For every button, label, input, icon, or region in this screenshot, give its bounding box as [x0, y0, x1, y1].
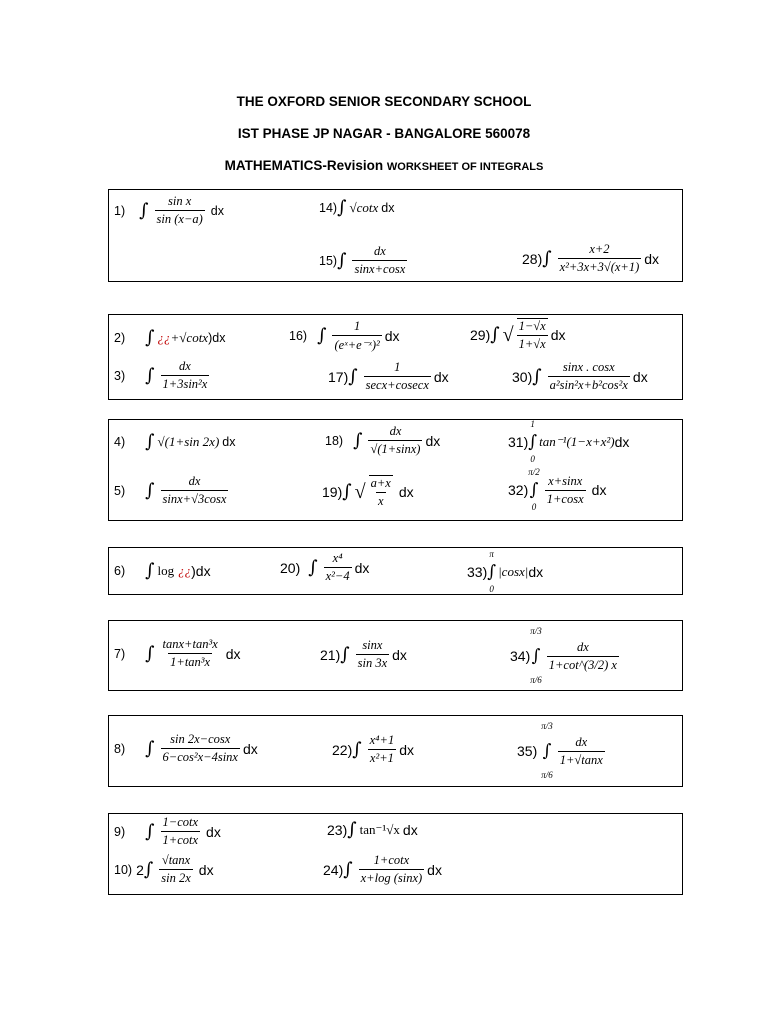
question-35: [517, 722, 608, 780]
denominator: 1+cosx: [546, 491, 584, 506]
dx-label: dx: [399, 741, 415, 758]
question-30: [512, 360, 648, 393]
question-number: 2): [114, 331, 126, 345]
fraction: [558, 735, 605, 768]
fraction: [161, 637, 220, 670]
dx-label: dx: [402, 822, 418, 838]
numerator: 1−√x: [518, 319, 546, 333]
dx-label: dx: [550, 327, 566, 343]
integral-sign: ∫: [528, 431, 538, 452]
integral-sign: ∫: [337, 249, 347, 271]
numerator: dx: [373, 244, 386, 258]
integrand: tan⁻¹(1−x+x²): [539, 434, 615, 449]
lower-limit: 0: [530, 454, 535, 464]
definite-integral-sign: [541, 722, 553, 780]
integral-sign: ∫: [143, 858, 154, 880]
numerator: x+sinx: [548, 473, 583, 488]
question-number: 17): [328, 368, 349, 385]
question-16: [289, 319, 400, 353]
denominator: secx+cosecx: [365, 378, 429, 392]
question-number: 8): [114, 741, 126, 756]
fraction: [161, 474, 229, 507]
question-number: 35): [517, 743, 538, 759]
sqrt-sign: √: [502, 323, 514, 346]
question-number: 24): [323, 861, 344, 878]
fraction: [517, 318, 548, 352]
dx-label: dx: [242, 740, 258, 757]
question-number: 34): [510, 648, 531, 664]
question-6: [114, 562, 211, 580]
dx-label: dx: [225, 645, 241, 662]
question-number: 3): [114, 368, 126, 383]
denominator: 1+cot^(3/2) x: [548, 657, 617, 672]
dx-label: dx: [354, 559, 370, 576]
question-number: 18): [325, 433, 344, 448]
question-17: [328, 360, 449, 393]
fraction: [359, 853, 425, 886]
fraction: [368, 733, 397, 766]
fraction: [368, 424, 422, 457]
numerator: √tanx: [161, 853, 191, 867]
denominator: sinx+cosx: [354, 262, 406, 276]
dx-label: dx: [427, 861, 442, 878]
integral-sign: ∫: [347, 819, 357, 840]
numerator: 1+cotx: [373, 853, 410, 867]
denominator: √(1+sinx): [370, 442, 421, 456]
denominator: x²−4: [325, 569, 350, 583]
numerator: dx: [576, 639, 589, 654]
dx-label: )dx: [208, 331, 226, 345]
question-21: [320, 638, 407, 671]
integral-sign: ∫: [340, 643, 350, 665]
denominator: x: [377, 494, 384, 508]
dx-label: dx: [632, 368, 648, 385]
numerator: a+x: [370, 476, 391, 490]
numerator: dx: [188, 474, 201, 488]
question-number: 21): [320, 646, 341, 663]
dx-label: dx: [198, 861, 214, 878]
numerator: sinx . cosx: [562, 360, 615, 374]
denominator: x²+1: [369, 751, 394, 765]
integral-sign: ∫: [352, 738, 362, 760]
question-8: [114, 732, 258, 765]
integral-sign: ∫: [343, 858, 353, 880]
definite-integral-sign: [530, 627, 542, 685]
subject-label: MATHEMATICS-Revision: [224, 158, 384, 173]
integrand: √cotx: [349, 200, 379, 215]
fraction: [547, 640, 619, 673]
question-23: [327, 821, 418, 839]
denominator: sin (x−a): [156, 212, 203, 226]
dx-label: dx: [381, 201, 395, 215]
dx-label: dx: [425, 432, 441, 449]
question-number: 1): [114, 203, 126, 218]
dx-label: dx: [433, 368, 449, 385]
question-number: 22): [332, 741, 353, 758]
question-32: [508, 468, 606, 512]
integral-sign: ∫: [145, 364, 155, 386]
dx-label: dx: [528, 564, 544, 580]
fraction: [352, 244, 407, 277]
question-number: 28): [522, 250, 543, 267]
question-14: [319, 199, 394, 217]
question-number: 19): [322, 484, 343, 500]
denominator: 1+tan³x: [170, 655, 211, 669]
question-number: 9): [114, 824, 126, 839]
fraction: [332, 319, 381, 353]
integrand: tan⁻¹√x: [359, 822, 400, 837]
upper-limit: π: [489, 549, 494, 559]
question-33: [467, 550, 543, 594]
coefficient: 2: [136, 861, 144, 878]
denominator: 1+3sin²x: [162, 377, 208, 391]
integrand: √(1+sin 2x): [157, 434, 220, 449]
question-number: 29): [470, 327, 491, 343]
integral-sign: ∫: [145, 431, 155, 452]
fraction: [161, 815, 201, 848]
integral-sign: ∫: [531, 645, 541, 666]
fraction: [548, 360, 630, 393]
integral-sign: ∫: [542, 247, 552, 269]
worksheet-label: WORKSHEET OF INTEGRALS: [386, 161, 544, 173]
dx-label: dx: [591, 482, 607, 498]
question-19: [322, 475, 414, 509]
question-4: [114, 433, 235, 451]
fraction: [558, 242, 642, 275]
dx-label: dx: [210, 203, 224, 218]
integrand: log: [157, 563, 175, 578]
fraction: [159, 853, 193, 886]
integral-sign: ∫: [542, 740, 552, 761]
definite-integral-sign: [487, 550, 496, 594]
dx-label: dx: [222, 435, 236, 449]
question-24: [323, 853, 442, 886]
denominator: 1+cotx: [162, 833, 199, 847]
integrand: +√cotx: [170, 330, 209, 345]
denominator: sin 3x: [357, 656, 388, 670]
fraction: [356, 638, 390, 671]
sqrt-sign: √: [354, 480, 366, 503]
integral-sign: ∫: [532, 365, 542, 387]
fraction: [161, 732, 240, 765]
denominator: sin 2x: [161, 871, 191, 885]
question-number: 30): [512, 368, 533, 385]
fraction: [369, 475, 393, 509]
integral-sign: ∫: [337, 197, 347, 218]
dx-label: dx: [644, 250, 660, 267]
question-number: 7): [114, 646, 126, 661]
question-number: 23): [327, 822, 348, 838]
upper-limit: 1: [530, 419, 535, 429]
school-address: IST PHASE JP NAGAR - BANGALORE 560078: [237, 126, 531, 141]
question-number: 32): [508, 482, 529, 498]
question-number: 4): [114, 435, 126, 449]
integral-sign: ∫: [317, 325, 327, 346]
question-15: [319, 244, 410, 277]
lower-limit: 0: [531, 502, 537, 512]
question-number: 10): [114, 862, 133, 877]
question-18: [325, 424, 440, 457]
question-number: 15): [319, 253, 338, 268]
numerator: dx: [179, 359, 191, 373]
school-name: THE OXFORD SENIOR SECONDARY SCHOOL: [236, 94, 532, 109]
denominator: sinx+√3cosx: [162, 492, 227, 506]
lower-limit: π/6: [530, 675, 542, 685]
question-number: 5): [114, 483, 126, 498]
numerator: dx: [575, 734, 588, 749]
numerator: sin x: [168, 194, 192, 208]
question-22: [332, 733, 414, 766]
integral-sign: ∫: [145, 560, 155, 581]
integral-sign: ∫: [145, 737, 155, 759]
lower-limit: π/6: [541, 770, 553, 780]
upper-limit: π/2: [528, 467, 540, 477]
question-5: [114, 474, 231, 507]
question-number: 31): [508, 434, 529, 450]
numerator: tanx+tan³x: [162, 637, 218, 651]
dx-label: dx: [392, 646, 407, 663]
denominator: 6−cos²x−4sinx: [162, 750, 238, 764]
question-number: 14): [319, 201, 338, 215]
numerator: sin 2x−cosx: [170, 732, 231, 746]
denominator: a²sin²x+b²cos²x: [549, 378, 628, 392]
numerator: x⁴+1: [369, 733, 395, 747]
denominator: x+log (sinx): [360, 871, 423, 885]
question-2: [114, 329, 225, 347]
upper-limit: π/3: [541, 721, 553, 731]
question-number: 6): [114, 564, 126, 578]
definite-integral-sign: [528, 420, 537, 464]
integral-sign: ∫: [529, 479, 539, 500]
integral-sign: ∫: [145, 327, 155, 348]
question-3: [114, 359, 212, 392]
numerator: x⁴: [332, 551, 343, 565]
upper-limit: π/3: [530, 626, 542, 636]
garbled-symbol: ¿¿: [157, 330, 171, 345]
question-1: [114, 194, 224, 227]
denominator: x²+3x+3√(x+1): [559, 260, 640, 274]
integral-sign: ∫: [308, 556, 318, 578]
denominator: 1+√x: [518, 337, 546, 351]
numerator: 1: [394, 360, 401, 374]
numerator: x+2: [589, 242, 610, 256]
integral-sign: ∫: [353, 429, 363, 451]
dx-label: dx: [206, 823, 221, 840]
question-34: [510, 627, 622, 685]
question-number: 16): [289, 329, 308, 343]
integrand: |cosx|: [498, 564, 529, 579]
fraction: [545, 474, 586, 507]
question-number: 33): [467, 564, 488, 580]
integral-sign: ∫: [145, 642, 155, 664]
question-7: [114, 637, 241, 670]
lower-limit: 0: [489, 584, 494, 594]
question-28: [522, 242, 659, 275]
question-29: [470, 318, 566, 352]
integral-sign: ∫: [145, 820, 155, 842]
dx-label: dx: [384, 328, 400, 344]
integral-sign: ∫: [139, 199, 149, 221]
dx-label: )dx: [191, 563, 211, 579]
numerator: dx: [389, 424, 402, 438]
fraction: [364, 360, 431, 393]
question-20: [280, 551, 369, 584]
integral-sign: ∫: [490, 324, 500, 345]
fraction: [161, 359, 210, 392]
numerator: 1−cotx: [162, 815, 199, 829]
fraction: [324, 551, 352, 584]
question-10: [114, 853, 214, 886]
question-number: 20): [280, 559, 301, 576]
integral-sign: ∫: [342, 481, 352, 502]
dx-label: dx: [398, 484, 414, 500]
integral-sign: ∫: [145, 479, 155, 501]
denominator: (eˣ+e⁻ˣ)²: [332, 335, 381, 353]
integral-sign: ∫: [348, 365, 358, 387]
integral-sign: ∫: [487, 561, 497, 582]
numerator: 1: [353, 319, 361, 333]
dx-label: dx: [614, 434, 630, 450]
fraction: [155, 194, 205, 227]
worksheet-title: [0, 158, 768, 173]
definite-integral-sign: [528, 468, 540, 512]
denominator: 1+√tanx: [559, 752, 603, 767]
garbled-symbol: ¿¿: [178, 563, 192, 578]
question-31: [508, 420, 629, 464]
question-9: [114, 815, 221, 848]
numerator: sinx: [362, 638, 383, 652]
